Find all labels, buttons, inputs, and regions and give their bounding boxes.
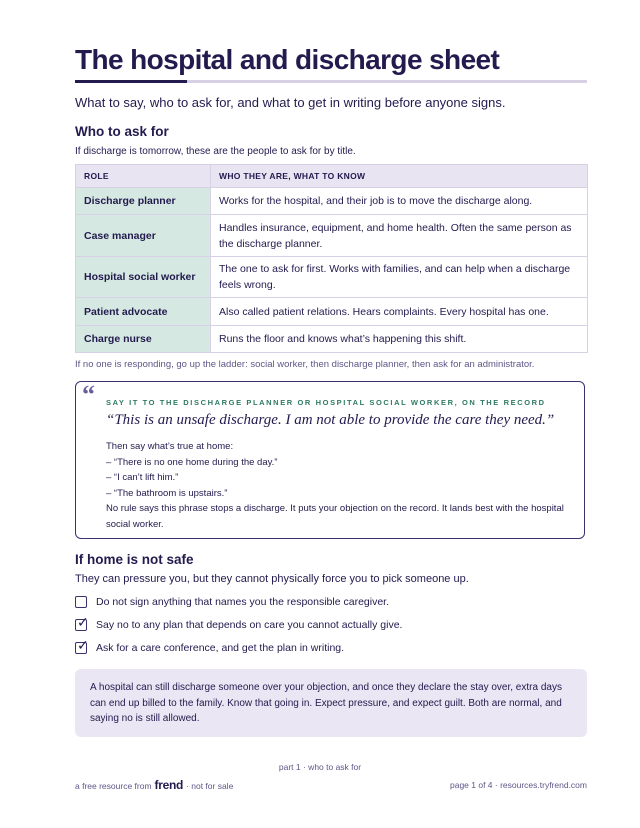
callout-line: – “The bathroom is upstairs.” (106, 487, 228, 499)
section-footer: part 1 · who to ask for (278, 762, 362, 772)
check-icon: ✓ (77, 637, 89, 653)
table-row (76, 257, 588, 298)
table-row (76, 215, 588, 257)
roles-table (75, 164, 588, 353)
unsafe-heading: If home is not safe (75, 552, 194, 567)
checklist-label: Ask for a care conference, and get the plan in writing. (96, 642, 345, 654)
escalation-note: If no one is responding, go up the ladder: social worker, then discharge planner, then ask for an administrator. (75, 359, 535, 370)
check-icon: ✓ (77, 614, 89, 630)
desc-cell: Works for the hospital, and their job is to move the discharge along. (211, 188, 588, 215)
role-cell: Case manager (76, 215, 211, 257)
checklist-label: Do not sign anything that names you the responsible caregiver. (96, 596, 390, 608)
role-cell: Hospital social worker (76, 257, 211, 298)
callout-line: – “There is no one home during the day.” (106, 456, 278, 468)
role-cell: Discharge planner (76, 188, 211, 215)
callout-line: – “I can’t lift him.” (106, 472, 179, 483)
script-callout (75, 381, 585, 539)
who-subtitle: If discharge is tomorrow, these are the people to ask for by title. (75, 146, 356, 157)
brand-logo: frend (154, 778, 184, 792)
footer-credit (75, 778, 233, 792)
desc-cell: The one to ask for first. Works with families, and can help when a discharge feels wrong. (211, 257, 588, 298)
intro-text: What to say, who to ask for, and what to get in writing before anyone signs. (75, 95, 506, 110)
script-quote: “This is an unsafe discharge. I am not able to provide the care they need.” (106, 412, 555, 428)
checklist-item[interactable] (75, 637, 345, 654)
callout-body (106, 439, 576, 532)
checkbox[interactable] (75, 637, 89, 654)
role-cell: Patient advocate (76, 298, 211, 326)
callout-line: Then say what’s true at home: (106, 441, 234, 452)
callout-label: SAY IT TO THE DISCHARGE PLANNER OR HOSPITAL SOCIAL WORKER, ON THE RECORD (106, 398, 546, 407)
desc-cell: Runs the floor and knows what’s happening this shift. (211, 326, 588, 353)
table-row (76, 298, 588, 326)
unsafe-lead: They can pressure you, but they cannot physically force you to pick someone up. (75, 573, 469, 585)
checklist-item[interactable] (75, 596, 389, 608)
page-info: page 1 of 4 · resources.tryfrend.com (449, 780, 587, 790)
role-column-header: ROLE (76, 165, 211, 188)
quote-mark-icon: “ (82, 380, 95, 409)
table-row (76, 188, 588, 215)
checklist-item[interactable] (75, 614, 403, 631)
who-heading: Who to ask for (75, 124, 169, 139)
page-title: The hospital and discharge sheet (75, 44, 500, 75)
desc-cell: Handles insurance, equipment, and home health. Often the same person as the discharge planner. (211, 215, 588, 257)
desc-column-header: WHO THEY ARE, WHAT TO KNOW (211, 165, 588, 188)
title-rule (75, 80, 587, 83)
role-cell: Charge nurse (76, 326, 211, 353)
callout-line: No rule says this phrase stops a discharge. It puts your objection on the record. It lands best with the hospital social worker. (106, 503, 564, 530)
table-row (76, 326, 588, 353)
footer-suffix: · not for sale (186, 781, 234, 791)
checkbox[interactable] (75, 596, 87, 608)
warning-box: A hospital can still discharge someone over your objection, and once they declare the stay over, extra days can end up billed to the family. Know that going in. Expect pressure, and expect guilt. Both are normal, and saying no is still allowed. (75, 669, 587, 737)
checkbox[interactable] (75, 614, 89, 631)
footer-prefix: a free resource from (75, 781, 152, 791)
desc-cell: Also called patient relations. Hears complaints. Every hospital has one. (211, 298, 588, 326)
checklist-label: Say no to any plan that depends on care you cannot actually give. (96, 619, 403, 631)
